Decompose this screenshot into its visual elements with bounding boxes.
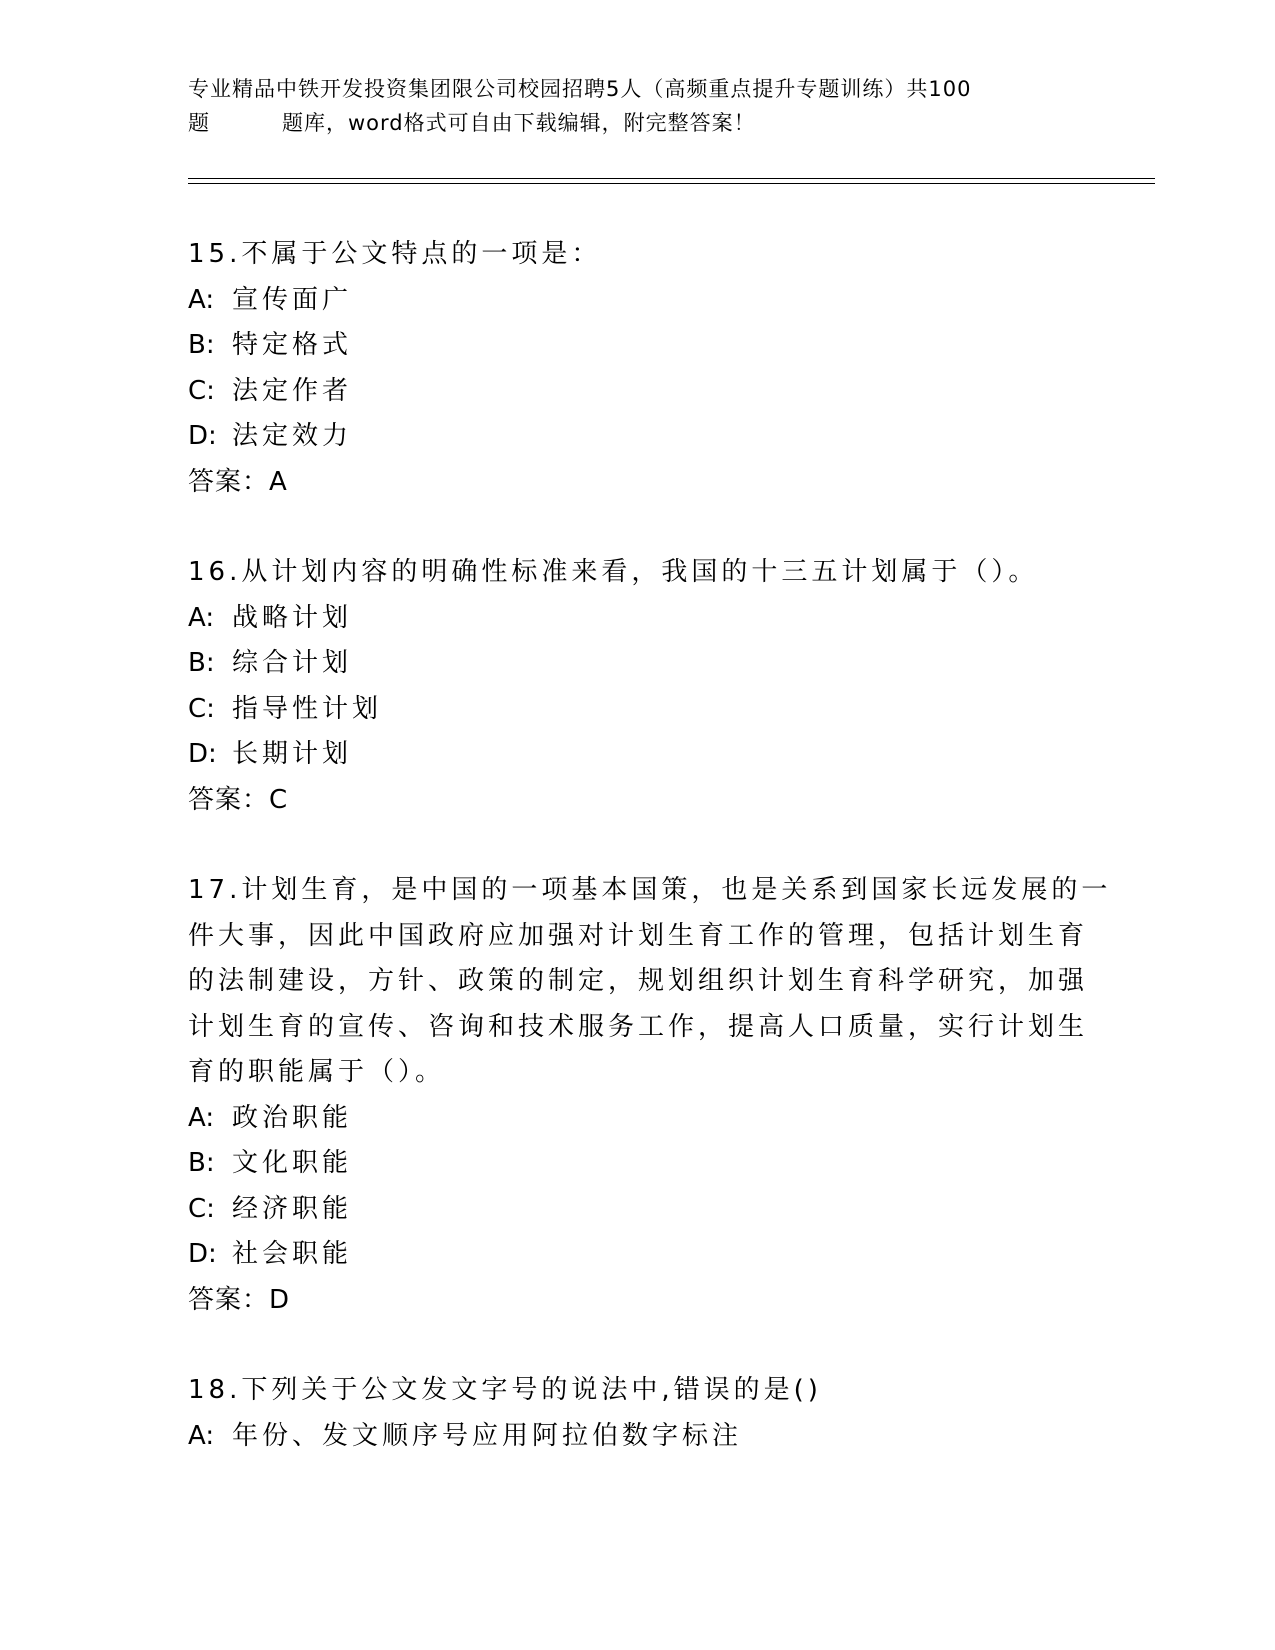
option-b <box>188 323 1088 369</box>
option-key: D: <box>188 739 217 769</box>
option-a <box>188 278 1088 324</box>
option-key: A: <box>188 1420 215 1451</box>
answer-line: 答案：C <box>188 784 289 815</box>
option-c <box>188 687 1088 733</box>
answer-line: 答案：A <box>188 466 288 497</box>
question-list <box>188 232 1112 1504</box>
header-divider-top <box>188 178 1155 179</box>
option-text: 文化职能 <box>232 1148 353 1178</box>
question-15 <box>188 232 1088 505</box>
header-divider-bottom <box>188 183 1155 184</box>
option-a <box>188 1096 1088 1142</box>
option-text: 政治职能 <box>232 1102 353 1133</box>
option-b <box>188 1141 1088 1187</box>
option-text: 特定格式 <box>232 330 353 360</box>
option-key: C: <box>188 1193 215 1224</box>
question-stem: 18.下列关于公文发文字号的说法中,错误的是() <box>188 1375 822 1405</box>
option-c <box>188 1187 1088 1233</box>
option-d <box>188 1232 1088 1278</box>
header-title-line-2 <box>188 106 1088 140</box>
option-text: 法定作者 <box>232 375 353 406</box>
option-text: 经济职能 <box>232 1193 353 1224</box>
question-stem-line: 育的职能属于（）。 <box>188 1057 446 1087</box>
question-17 <box>188 868 1112 1323</box>
question-16 <box>188 550 1088 823</box>
option-a <box>188 1414 1088 1460</box>
page-header <box>188 72 1088 140</box>
option-b <box>188 641 1088 687</box>
option-key: B: <box>188 330 215 360</box>
answer-line: 答案：D <box>188 1284 291 1315</box>
question-stem-line: 17.计划生育，是中国的一项基本国策，也是关系到国家长远发展的一 <box>188 875 1112 905</box>
header-title-line-2-part-2: 题库，word格式可自由下载编辑，附完整答案！ <box>282 111 756 135</box>
header-title-line-1: 专业精品中铁开发投资集团限公司校园招聘5人（高频重点提升专题训练）共100 <box>188 77 972 101</box>
option-text: 长期计划 <box>232 739 353 769</box>
option-key: B: <box>188 1148 215 1178</box>
option-text: 指导性计划 <box>232 693 383 724</box>
option-text: 宣传面广 <box>232 284 353 315</box>
question-stem-line: 件大事，因此中国政府应加强对计划生育工作的管理，包括计划生育 <box>188 920 1089 951</box>
question-18 <box>188 1368 1088 1459</box>
option-a <box>188 596 1088 642</box>
question-stem: 15.不属于公文特点的一项是： <box>188 239 602 269</box>
option-key: D: <box>188 1239 217 1269</box>
option-text: 综合计划 <box>232 648 353 678</box>
option-c <box>188 369 1088 415</box>
option-key: D: <box>188 421 217 451</box>
option-text: 年份、发文顺序号应用阿拉伯数字标注 <box>232 1420 743 1451</box>
option-text: 战略计划 <box>232 602 353 633</box>
question-stem-line: 的法制建设，方针、政策的制定，规划组织计划生育科学研究，加强 <box>188 966 1089 996</box>
option-key: A: <box>188 284 215 315</box>
question-stem-line: 计划生育的宣传、咨询和技术服务工作，提高人口质量，实行计划生 <box>188 1011 1089 1042</box>
option-key: B: <box>188 648 215 678</box>
option-key: C: <box>188 375 215 406</box>
option-d <box>188 732 1088 778</box>
option-key: A: <box>188 1102 215 1133</box>
option-d <box>188 414 1088 460</box>
option-key: A: <box>188 602 215 633</box>
option-text: 法定效力 <box>232 421 353 451</box>
option-key: C: <box>188 693 215 724</box>
question-stem: 16.从计划内容的明确性标准来看，我国的十三五计划属于（）。 <box>188 557 1039 587</box>
option-text: 社会职能 <box>232 1239 353 1269</box>
header-title-line-2-part-1: 题 <box>188 111 210 135</box>
